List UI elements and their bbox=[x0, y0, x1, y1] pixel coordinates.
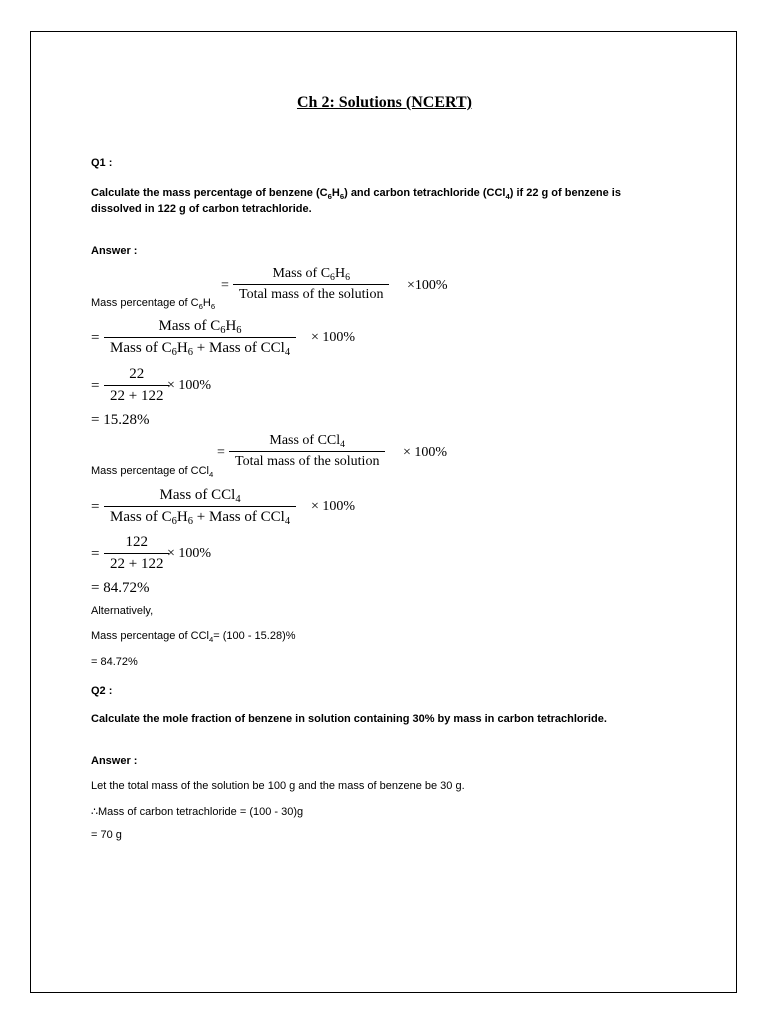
q1-question: Calculate the mass percentage of benzene $(C_6H_6)$ and carbon tetrachloride (CCl$_4$) if 22 g of benzene is dissolved in 122 g of carbon tetrachloride. bbox=[91, 187, 621, 215]
alternatively-text: Alternatively, bbox=[91, 605, 154, 617]
fraction-numerator: Mass of $C_6H_6$ bbox=[158, 318, 242, 336]
fraction-benzene-def bbox=[233, 266, 389, 303]
fraction-denominator: Mass of $C_6H_6$ + Mass of CCl$_4$ bbox=[110, 340, 291, 358]
equals-sign: = bbox=[91, 546, 100, 562]
times-100: ×100% bbox=[407, 278, 448, 293]
times-100: × 100% bbox=[311, 499, 356, 514]
fraction-benzene-sum bbox=[104, 318, 296, 357]
q2-answer-line-2: ∴Mass of carbon tetrachloride = (100 - 30)g bbox=[91, 806, 304, 818]
times-100: × 100% bbox=[403, 445, 448, 460]
q2-answer-line-1: Let the total mass of the solution be 100 g and the mass of benzene be 30 g. bbox=[91, 780, 465, 792]
label-mass-percentage-ccl4: Mass percentage of CCl$_4$ bbox=[91, 465, 214, 479]
fraction-denominator: Total mass of the solution bbox=[239, 287, 384, 302]
alternative-result: = 84.72% bbox=[91, 656, 138, 668]
equals-sign: = bbox=[91, 378, 100, 394]
equals-sign: = bbox=[91, 330, 100, 346]
q1-answer-label: Answer : bbox=[91, 245, 138, 257]
fraction-numerator: Mass of CCl$_4$ bbox=[159, 487, 241, 505]
page-title: Ch 2: Solutions (NCERT) bbox=[296, 94, 473, 111]
fraction-benzene-values bbox=[104, 366, 169, 405]
document-page bbox=[30, 31, 737, 993]
times-100: × 100% bbox=[167, 378, 212, 393]
times-100: × 100% bbox=[167, 546, 212, 561]
equals-sign: = bbox=[217, 445, 225, 460]
fraction-ccl4-sum bbox=[104, 487, 296, 526]
fraction-denominator: Total mass of the solution bbox=[235, 454, 380, 469]
q2-question: Calculate the mole fraction of benzene in solution containing 30% by mass in carbon tetrachloride. bbox=[91, 713, 607, 725]
times-100: × 100% bbox=[311, 330, 356, 345]
equals-sign: = bbox=[221, 278, 229, 293]
fraction-ccl4-values bbox=[104, 534, 169, 573]
result-benzene: = 15.28% bbox=[91, 412, 150, 428]
fraction-denominator: Mass of $C_6H_6$ + Mass of CCl$_4$ bbox=[110, 509, 291, 527]
alternative-calculation: Mass percentage of CCl$_4$= (100 - 15.28)% bbox=[91, 630, 296, 644]
fraction-denominator: 22 + 122 bbox=[110, 556, 164, 572]
fraction-ccl4-def bbox=[229, 433, 385, 470]
equals-sign: = bbox=[91, 499, 100, 515]
fraction-denominator: 22 + 122 bbox=[110, 388, 164, 404]
q2-answer-label: Answer : bbox=[91, 755, 138, 767]
fraction-numerator: 22 bbox=[129, 366, 145, 382]
result-ccl4: = 84.72% bbox=[91, 580, 150, 596]
fraction-numerator: 122 bbox=[125, 534, 148, 550]
q1-label: Q1 : bbox=[91, 157, 113, 169]
label-mass-percentage-benzene: Mass percentage of $C_6H_6$ bbox=[91, 297, 216, 311]
q2-label: Q2 : bbox=[91, 685, 113, 697]
fraction-numerator: Mass of CCl$_4$ bbox=[269, 433, 346, 450]
fraction-numerator: Mass of $C_6H_6$ bbox=[272, 266, 350, 283]
q2-answer-line-3: = 70 g bbox=[91, 829, 122, 841]
